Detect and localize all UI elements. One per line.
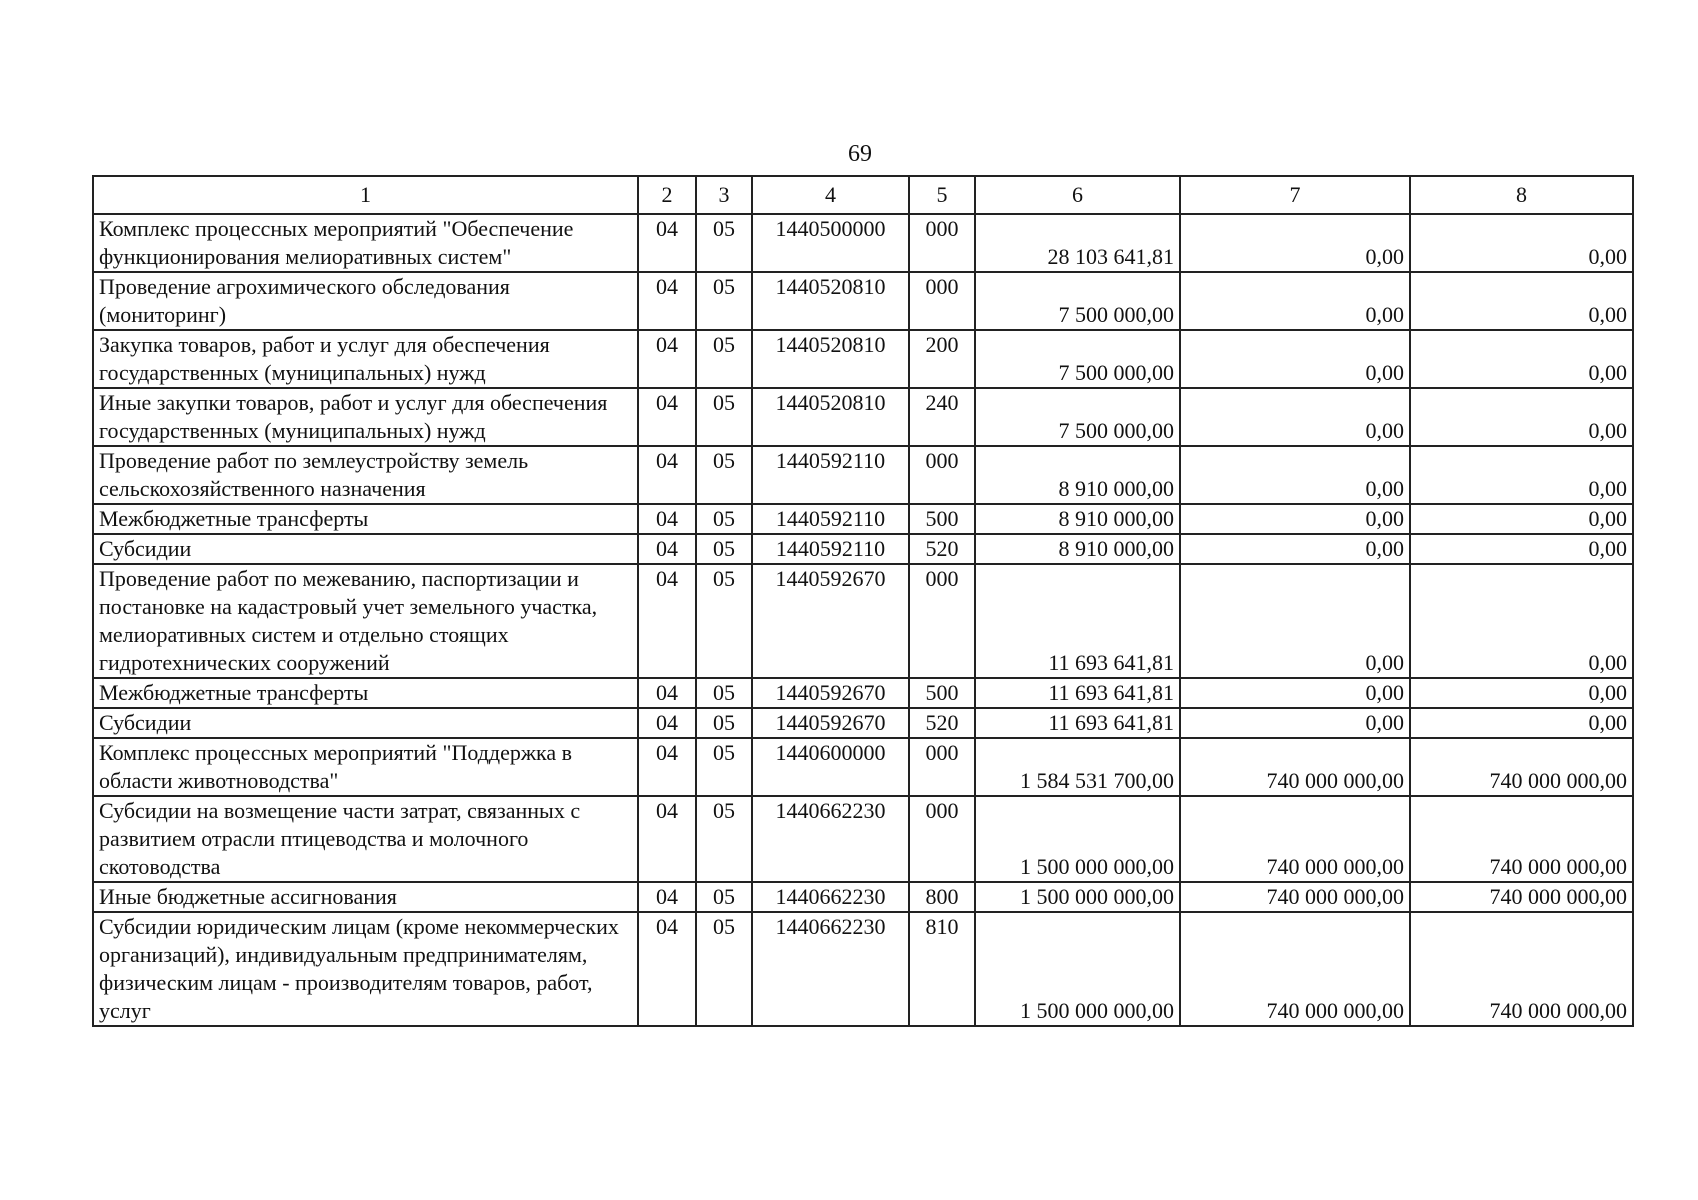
header-cell: 3 [696, 176, 752, 214]
row-amount-7: 0,00 [1180, 564, 1410, 678]
row-name: Проведение агрохимического обследования (мониторинг) [93, 272, 638, 330]
row-amount-6: 11 693 641,81 [975, 678, 1180, 708]
row-col-2: 04 [638, 912, 696, 1026]
row-amount-6: 1 584 531 700,00 [975, 738, 1180, 796]
row-col-5: 000 [909, 272, 975, 330]
row-name: Проведение работ по межеванию, паспортизации и постановке на кадастровый учет земельного участка, мелиоративных систем и отдельно стоящих гидротехнических сооружений [93, 564, 638, 678]
row-col-5: 000 [909, 738, 975, 796]
row-col-3: 05 [696, 504, 752, 534]
row-col-2: 04 [638, 504, 696, 534]
row-col-2: 04 [638, 796, 696, 882]
row-col-2: 04 [638, 388, 696, 446]
table-row [93, 564, 1633, 678]
header-cell: 6 [975, 176, 1180, 214]
row-amount-8: 740 000 000,00 [1410, 738, 1633, 796]
row-col-4: 1440662230 [752, 796, 909, 882]
header-cell: 1 [93, 176, 638, 214]
row-name: Иные закупки товаров, работ и услуг для обеспечения государственных (муниципальных) нужд [93, 388, 638, 446]
row-col-4: 1440500000 [752, 214, 909, 272]
row-amount-7: 0,00 [1180, 708, 1410, 738]
table-row [93, 708, 1633, 738]
row-col-3: 05 [696, 272, 752, 330]
table-body [93, 176, 1633, 1026]
row-col-5: 000 [909, 446, 975, 504]
row-amount-8: 740 000 000,00 [1410, 796, 1633, 882]
header-row [93, 176, 1633, 214]
row-col-2: 04 [638, 214, 696, 272]
row-col-5: 000 [909, 564, 975, 678]
row-col-3: 05 [696, 564, 752, 678]
row-amount-7: 740 000 000,00 [1180, 796, 1410, 882]
row-amount-7: 740 000 000,00 [1180, 882, 1410, 912]
row-col-5: 520 [909, 708, 975, 738]
table-row [93, 796, 1633, 882]
row-col-4: 1440592670 [752, 678, 909, 708]
row-amount-7: 740 000 000,00 [1180, 738, 1410, 796]
row-name: Межбюджетные трансферты [93, 678, 638, 708]
table-row [93, 388, 1633, 446]
row-amount-8: 740 000 000,00 [1410, 912, 1633, 1026]
row-amount-6: 1 500 000 000,00 [975, 882, 1180, 912]
row-col-5: 520 [909, 534, 975, 564]
row-name: Межбюджетные трансферты [93, 504, 638, 534]
table-row [93, 504, 1633, 534]
row-col-3: 05 [696, 678, 752, 708]
row-amount-8: 0,00 [1410, 504, 1633, 534]
row-amount-8: 0,00 [1410, 272, 1633, 330]
header-cell: 2 [638, 176, 696, 214]
row-col-4: 1440592110 [752, 534, 909, 564]
row-amount-7: 0,00 [1180, 446, 1410, 504]
row-col-2: 04 [638, 534, 696, 564]
table-row [93, 446, 1633, 504]
row-col-4: 1440600000 [752, 738, 909, 796]
row-amount-8: 0,00 [1410, 388, 1633, 446]
row-amount-7: 0,00 [1180, 504, 1410, 534]
row-col-5: 500 [909, 678, 975, 708]
row-col-5: 810 [909, 912, 975, 1026]
row-amount-7: 740 000 000,00 [1180, 912, 1410, 1026]
row-amount-6: 8 910 000,00 [975, 534, 1180, 564]
row-col-4: 1440592110 [752, 446, 909, 504]
row-amount-6: 7 500 000,00 [975, 388, 1180, 446]
row-col-5: 240 [909, 388, 975, 446]
row-amount-7: 0,00 [1180, 388, 1410, 446]
row-amount-8: 0,00 [1410, 534, 1633, 564]
row-col-4: 1440520810 [752, 272, 909, 330]
row-amount-6: 8 910 000,00 [975, 446, 1180, 504]
row-amount-8: 740 000 000,00 [1410, 882, 1633, 912]
header-cell: 4 [752, 176, 909, 214]
row-col-3: 05 [696, 388, 752, 446]
table-row [93, 534, 1633, 564]
row-col-3: 05 [696, 882, 752, 912]
row-amount-7: 0,00 [1180, 330, 1410, 388]
row-col-4: 1440592670 [752, 564, 909, 678]
row-amount-7: 0,00 [1180, 214, 1410, 272]
row-col-5: 000 [909, 214, 975, 272]
row-col-3: 05 [696, 912, 752, 1026]
row-col-3: 05 [696, 708, 752, 738]
row-amount-6: 11 693 641,81 [975, 708, 1180, 738]
row-amount-6: 1 500 000 000,00 [975, 912, 1180, 1026]
row-col-5: 000 [909, 796, 975, 882]
row-col-2: 04 [638, 738, 696, 796]
row-col-4: 1440520810 [752, 388, 909, 446]
row-col-3: 05 [696, 446, 752, 504]
page-number: 69 [848, 141, 872, 167]
row-amount-7: 0,00 [1180, 678, 1410, 708]
row-amount-7: 0,00 [1180, 272, 1410, 330]
row-name: Субсидии юридическим лицам (кроме некоммерческих организаций), индивидуальным предпринимателям, физическим лицам - производителям товаров, работ, услуг [93, 912, 638, 1026]
row-name: Комплекс процессных мероприятий "Поддержка в области животноводства" [93, 738, 638, 796]
row-amount-6: 7 500 000,00 [975, 330, 1180, 388]
row-col-4: 1440520810 [752, 330, 909, 388]
row-name: Субсидии [93, 708, 638, 738]
row-amount-8: 0,00 [1410, 678, 1633, 708]
row-amount-8: 0,00 [1410, 564, 1633, 678]
row-amount-6: 7 500 000,00 [975, 272, 1180, 330]
row-col-3: 05 [696, 738, 752, 796]
row-col-4: 1440592110 [752, 504, 909, 534]
row-col-2: 04 [638, 446, 696, 504]
header-cell: 7 [1180, 176, 1410, 214]
row-name: Комплекс процессных мероприятий "Обеспечение функционирования мелиоративных систем" [93, 214, 638, 272]
row-amount-8: 0,00 [1410, 330, 1633, 388]
row-amount-6: 11 693 641,81 [975, 564, 1180, 678]
row-col-5: 500 [909, 504, 975, 534]
table-row [93, 738, 1633, 796]
row-col-2: 04 [638, 564, 696, 678]
row-col-4: 1440592670 [752, 708, 909, 738]
table-row [93, 330, 1633, 388]
row-col-5: 200 [909, 330, 975, 388]
row-amount-7: 0,00 [1180, 534, 1410, 564]
table-row [93, 272, 1633, 330]
row-col-3: 05 [696, 214, 752, 272]
budget-table [92, 175, 1634, 1027]
row-col-5: 800 [909, 882, 975, 912]
row-col-3: 05 [696, 796, 752, 882]
row-name: Иные бюджетные ассигнования [93, 882, 638, 912]
row-col-2: 04 [638, 330, 696, 388]
row-col-2: 04 [638, 272, 696, 330]
row-name: Закупка товаров, работ и услуг для обеспечения государственных (муниципальных) нужд [93, 330, 638, 388]
row-name: Субсидии на возмещение части затрат, связанных с развитием отрасли птицеводства и молочного скотоводства [93, 796, 638, 882]
header-cell: 8 [1410, 176, 1633, 214]
row-name: Субсидии [93, 534, 638, 564]
row-col-3: 05 [696, 534, 752, 564]
table-row [93, 912, 1633, 1026]
table-row [93, 214, 1633, 272]
row-col-4: 1440662230 [752, 882, 909, 912]
row-amount-8: 0,00 [1410, 446, 1633, 504]
row-amount-8: 0,00 [1410, 214, 1633, 272]
table-row [93, 882, 1633, 912]
table-row [93, 678, 1633, 708]
row-col-4: 1440662230 [752, 912, 909, 1026]
row-col-3: 05 [696, 330, 752, 388]
row-col-2: 04 [638, 708, 696, 738]
header-cell: 5 [909, 176, 975, 214]
row-amount-6: 1 500 000 000,00 [975, 796, 1180, 882]
row-amount-6: 8 910 000,00 [975, 504, 1180, 534]
row-col-2: 04 [638, 882, 696, 912]
row-name: Проведение работ по землеустройству земель сельскохозяйственного назначения [93, 446, 638, 504]
row-col-2: 04 [638, 678, 696, 708]
row-amount-6: 28 103 641,81 [975, 214, 1180, 272]
row-amount-8: 0,00 [1410, 708, 1633, 738]
